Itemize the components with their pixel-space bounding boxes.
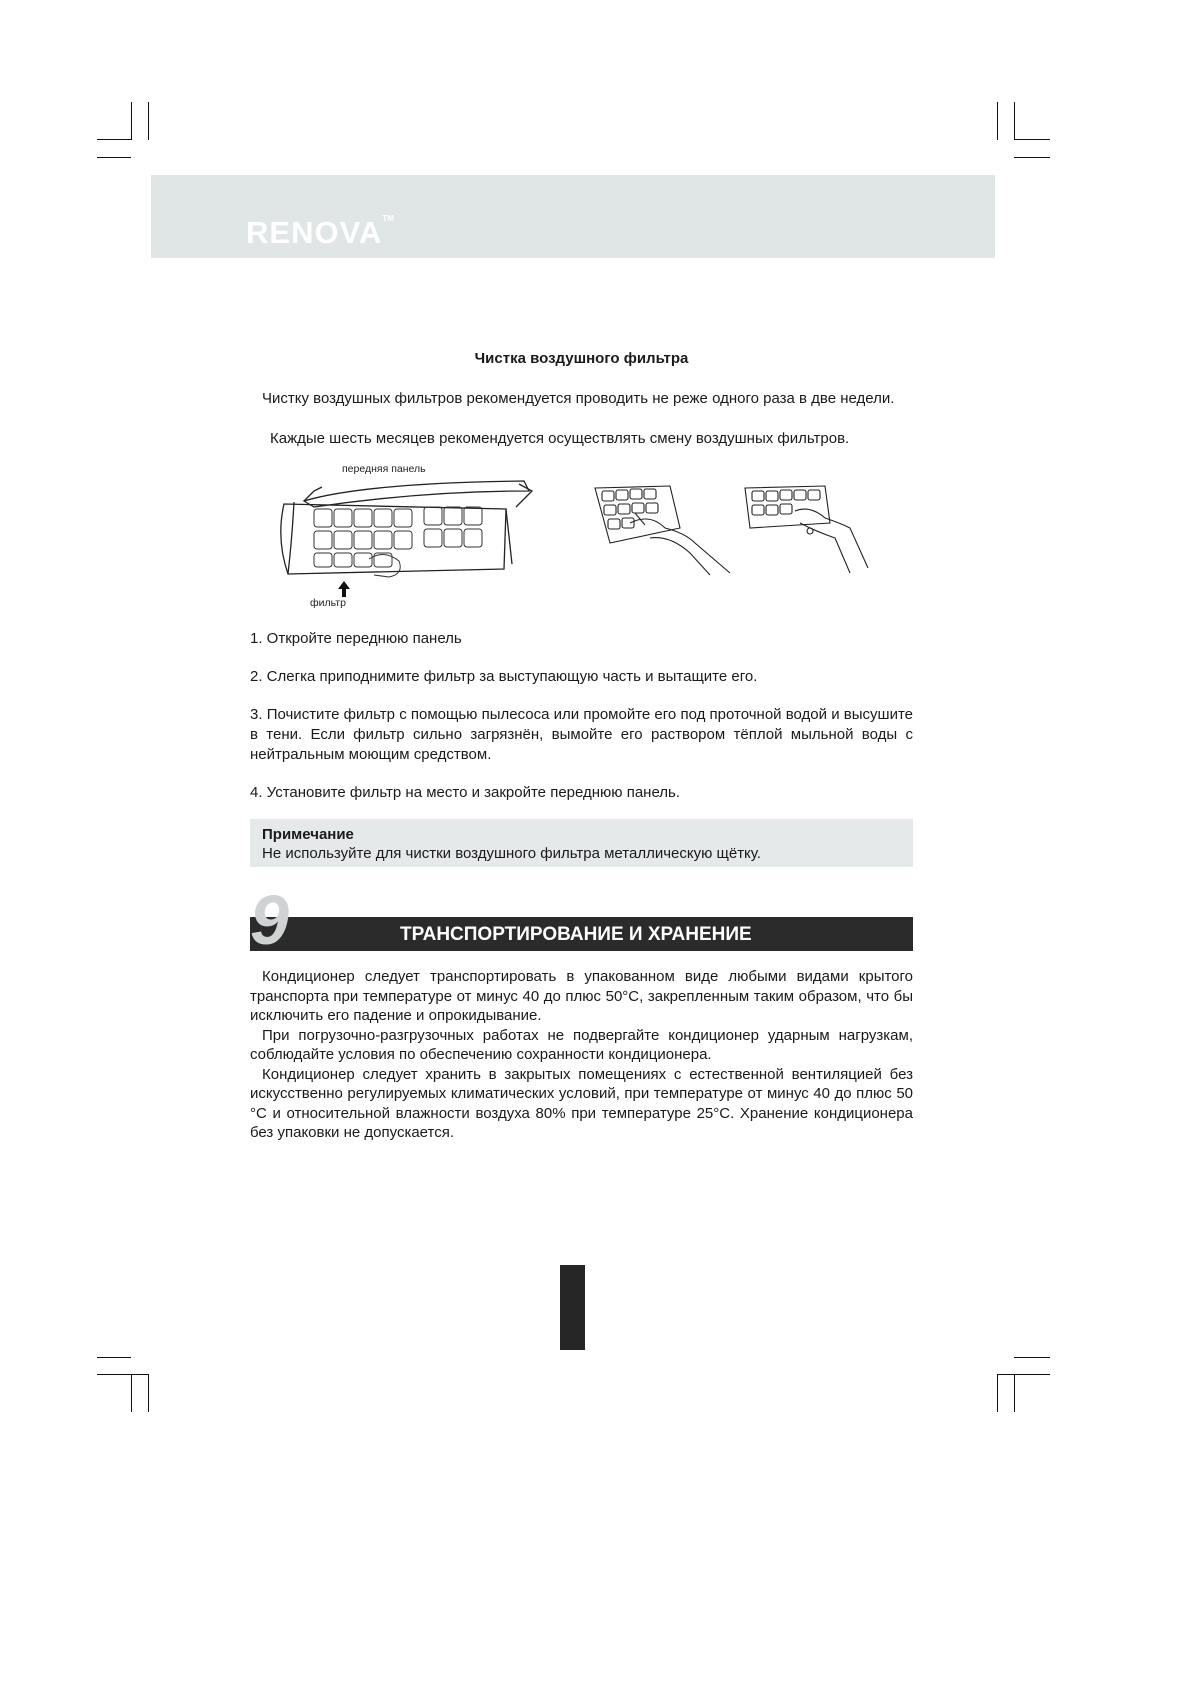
section-header (250, 881, 913, 959)
transport-storage-text (250, 967, 913, 1143)
crop-mark (97, 157, 131, 158)
section-number: 9 (250, 881, 289, 959)
crop-mark (148, 102, 149, 140)
page-content (250, 350, 913, 1143)
crop-mark (97, 1357, 131, 1358)
front-panel-label: передняя панель (342, 463, 426, 475)
loading-paragraph: При погрузочно-разгрузочных работах не подвергайте кондиционер ударным нагрузкам, соблюдайте условия по обеспечению сохранности кондиционера. (250, 1026, 913, 1063)
crop-mark (131, 1374, 132, 1412)
filter-label: фильтр (310, 597, 346, 609)
intro-paragraph: Чистку воздушных фильтров рекомендуется проводить не реже одного раза в две недели. (262, 390, 895, 407)
filter-illustrations (250, 463, 913, 613)
note-text: Не используйте для чистки воздушного фильтра металлическую щётку. (262, 845, 761, 862)
filter-washing-illustration (740, 483, 875, 578)
cleaning-steps-list (250, 629, 913, 803)
transport-paragraph: Кондиционер следует транспортировать в упакованном виде любыми видами крытого транспорта при температуре от минус 40 до плюс 50°С, закрепленным таким образом, что бы исключить его падение и опрокидывание. (250, 968, 913, 1024)
crop-mark (997, 102, 998, 140)
note-box (250, 819, 913, 867)
crop-mark (1014, 139, 1050, 140)
crop-mark (997, 1374, 1050, 1375)
trademark-mark: TM (382, 214, 394, 223)
section-title: ТРАНСПОРТИРОВАНИЕ И ХРАНЕНИЕ (400, 924, 752, 945)
crop-mark (1014, 102, 1015, 140)
list-item: 1. Откройте переднюю панель (250, 630, 462, 647)
list-item: 2. Слегка приподнимите фильтр за выступающую часть и вытащите его. (250, 668, 758, 685)
storage-paragraph: Кондиционер следует хранить в закрытых помещениях с естественной вентиляцией без искусственно регулируемых климатических условий, при температуре от минус 40 до плюс 50 °С и относительной влажности воздуха 80% при температуре 25°С. Хранение кондиционера без упаковки не допускается. (250, 1065, 913, 1141)
crop-mark (997, 1374, 998, 1412)
crop-mark (148, 1374, 149, 1412)
list-item: 3. Почистите фильтр с помощью пылесоса или промойте его под проточной водой и высушите в тени. Если фильтр сильно загрязнён, вымойте его раствором тёплой мыльной воды с нейтральным моющим средством. (250, 706, 913, 763)
intro-paragraph-2: Каждые шесть месяцев рекомендуется осуществлять смену воздушных фильтров. (270, 430, 850, 447)
crop-mark (97, 1374, 149, 1375)
crop-mark (97, 139, 131, 140)
crop-mark (1014, 157, 1050, 158)
crop-mark (131, 102, 132, 140)
note-title: Примечание (262, 826, 354, 843)
air-conditioner-open-panel-illustration (274, 469, 544, 609)
list-item: 4. Установите фильтр на место и закройте переднюю панель. (250, 784, 681, 801)
crop-mark (1014, 1374, 1015, 1412)
header-band (151, 175, 995, 258)
crop-mark (1014, 1357, 1050, 1358)
brand-name: RENOVA (246, 215, 383, 250)
page-tab-marker (560, 1265, 585, 1350)
filter-vacuum-cleaning-illustration (590, 483, 735, 578)
section-heading: Чистка воздушного фильтра (474, 350, 689, 367)
brand-logo (246, 214, 394, 250)
